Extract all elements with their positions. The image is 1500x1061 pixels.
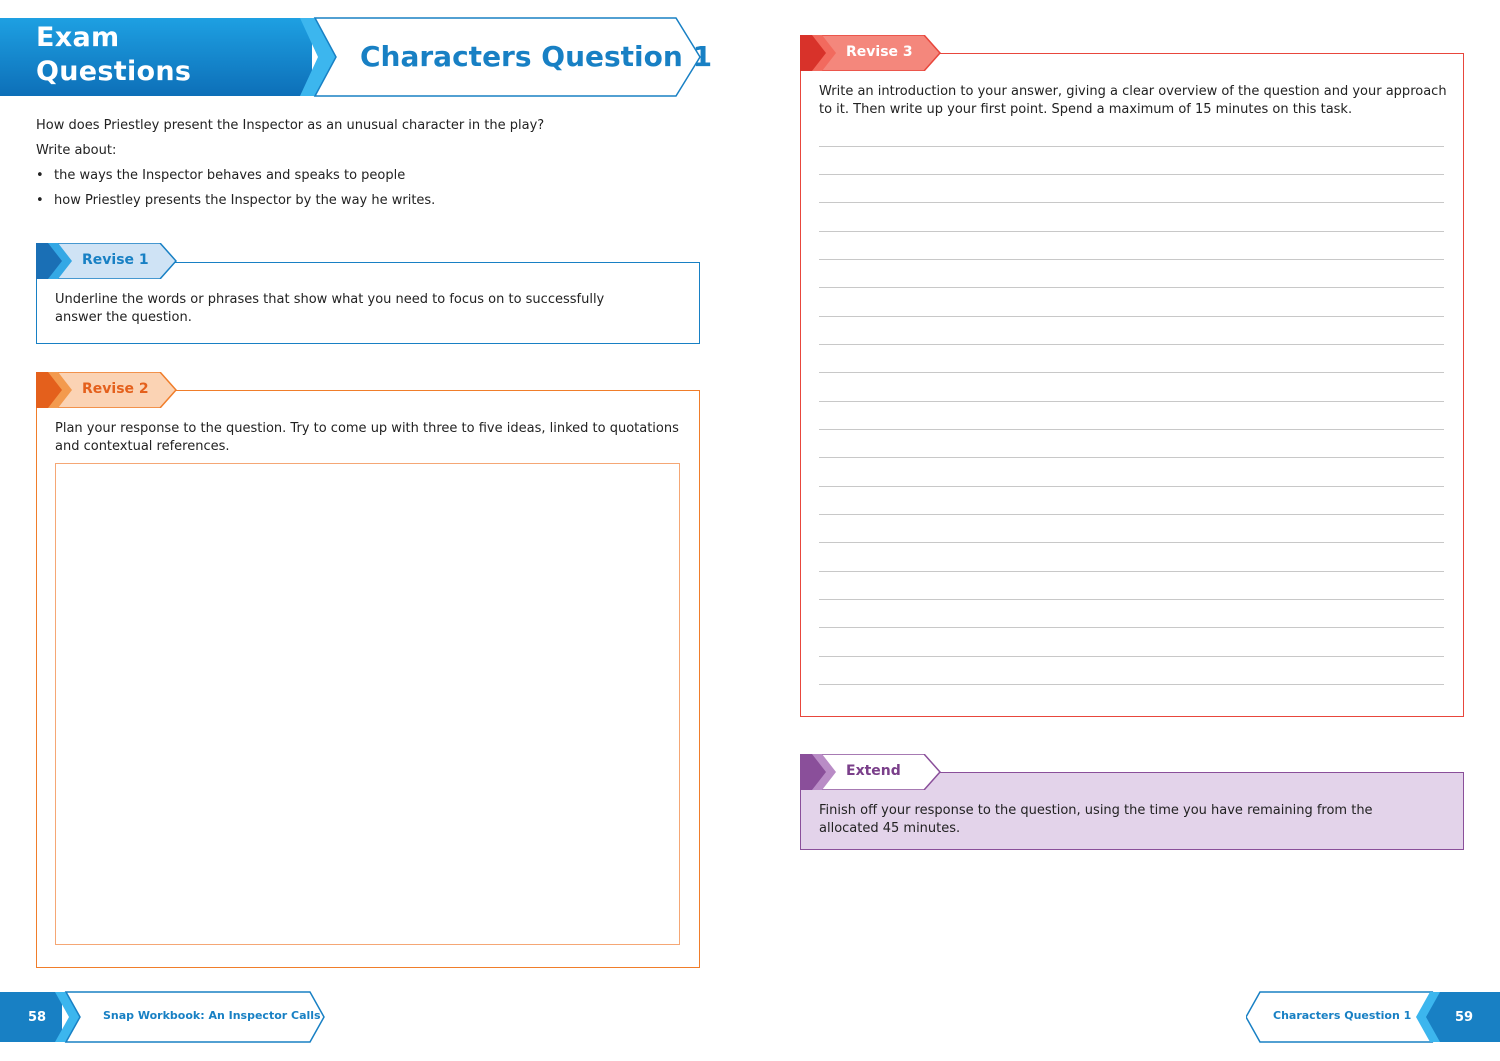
revise3-label: Revise 3 [846, 44, 913, 60]
writing-line [819, 599, 1444, 600]
writing-line [819, 429, 1444, 430]
writing-line [819, 174, 1444, 175]
question-prompt: How does Priestley present the Inspector as an unusual character in the play? [36, 118, 545, 133]
writing-line [819, 514, 1444, 515]
revise2-text: Plan your response to the question. Try to come up with three to five ideas, linked to quotations and contextual references. [55, 421, 679, 454]
plan-answer-area[interactable] [55, 463, 680, 945]
writing-line [819, 656, 1444, 657]
revise3-text: Write an introduction to your answer, giving a clear overview of the question and your approach to it. Then write up your first point. Spend a maximum of 15 minutes on this task. [819, 84, 1447, 117]
footer-page-title: Characters Question 1 [1273, 1009, 1412, 1022]
writing-line [819, 627, 1444, 628]
writing-line [819, 486, 1444, 487]
page-title: Characters Question 1 [360, 40, 713, 73]
revise1-label: Revise 1 [82, 252, 149, 268]
section-title-line1: Exam [36, 22, 120, 53]
writing-line [819, 372, 1444, 373]
write-about-label: Write about: [36, 143, 117, 158]
writing-line [819, 231, 1444, 232]
right-page-number: 59 [1455, 1010, 1474, 1025]
revise2-label: Revise 2 [82, 381, 149, 397]
writing-line [819, 684, 1444, 685]
extend-label: Extend [846, 763, 901, 779]
writing-line [819, 457, 1444, 458]
footer-book-title: Snap Workbook: An Inspector Calls [103, 1009, 321, 1022]
writing-line [819, 344, 1444, 345]
extend-text: Finish off your response to the question, using the time you have remaining from the allocated 45 minutes. [819, 803, 1373, 836]
section-title-line2: Questions [36, 56, 192, 87]
writing-line [819, 146, 1444, 147]
writing-line [819, 542, 1444, 543]
question-bullet: • how Priestley presents the Inspector by the way he writes. [54, 193, 435, 208]
writing-line [819, 259, 1444, 260]
writing-line [819, 571, 1444, 572]
question-bullet: • the ways the Inspector behaves and speaks to people [54, 168, 405, 183]
writing-line [819, 287, 1444, 288]
revise3-box [800, 53, 1464, 717]
revise1-text: Underline the words or phrases that show what you need to focus on to successfully answer the question. [55, 292, 605, 325]
left-page-number: 58 [28, 1010, 47, 1025]
writing-line [819, 401, 1444, 402]
writing-line [819, 316, 1444, 317]
writing-line [819, 202, 1444, 203]
